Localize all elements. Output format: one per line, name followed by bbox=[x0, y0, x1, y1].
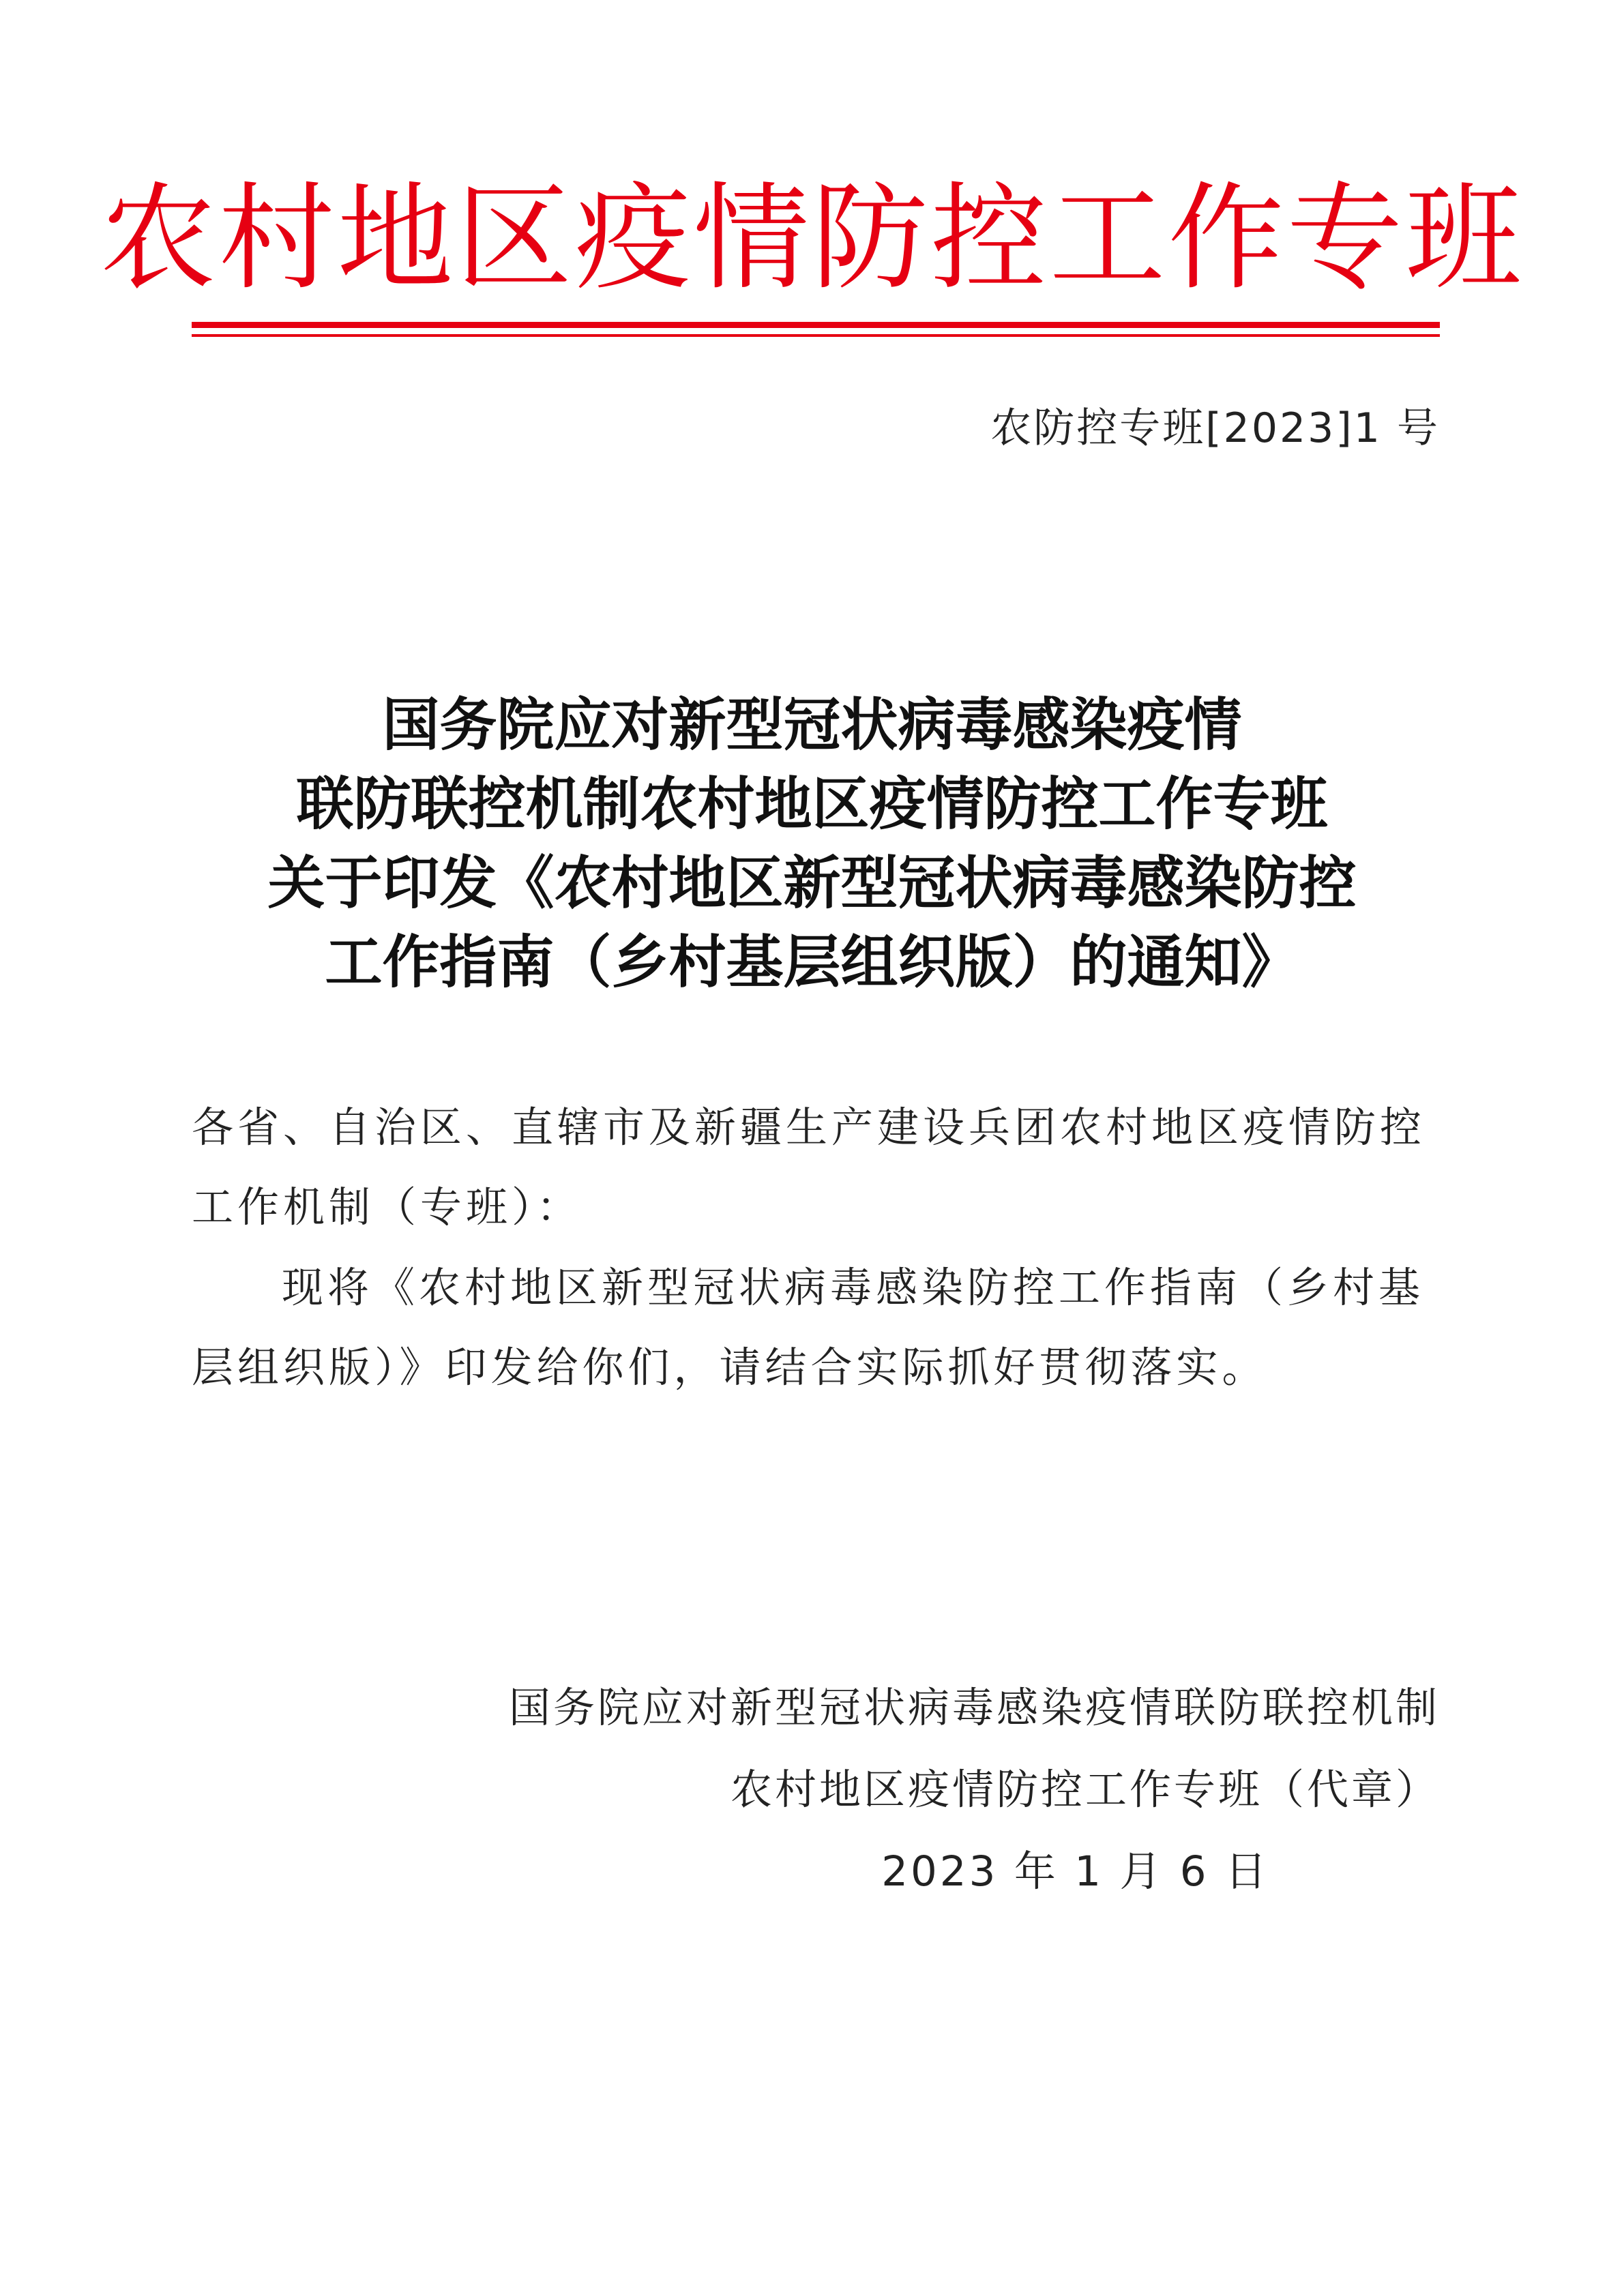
signature-seal-line: 农村地区疫情防控工作专班（代章） bbox=[730, 1765, 1440, 1814]
addressee: 各省、自治区、直辖市及新疆生产建设兵团农村地区疫情防控工作机制（专班）： bbox=[192, 1103, 1426, 1232]
document-number: 农防控专班[2023]1 号 bbox=[990, 404, 1440, 452]
signature-issuer: 国务院应对新型冠状病毒感染疫情联防联控机制 bbox=[508, 1684, 1440, 1732]
masthead-title: 农村地区疫情防控工作专班 bbox=[100, 171, 1524, 306]
body-paragraph: 现将《农村地区新型冠状病毒感染防控工作指南（乡村基层组织版）》印发给你们，请结合实际抓好贯彻落实。 bbox=[192, 1264, 1425, 1392]
title-line: 联防联控机制农村地区疫情防控工作专班 bbox=[296, 770, 1328, 837]
title-line: 关于印发《农村地区新型冠状病毒感染防控 bbox=[267, 849, 1357, 916]
document-title bbox=[0, 685, 1624, 1002]
masthead-rule-thick bbox=[192, 322, 1440, 328]
masthead-rule-thin bbox=[192, 334, 1440, 337]
title-line: 工作指南（乡村基层组织版）的通知》 bbox=[325, 928, 1299, 996]
title-line: 国务院应对新型冠状病毒感染疫情 bbox=[382, 691, 1242, 758]
signature-date: 2023 年 1 月 6 日 bbox=[881, 1847, 1269, 1896]
